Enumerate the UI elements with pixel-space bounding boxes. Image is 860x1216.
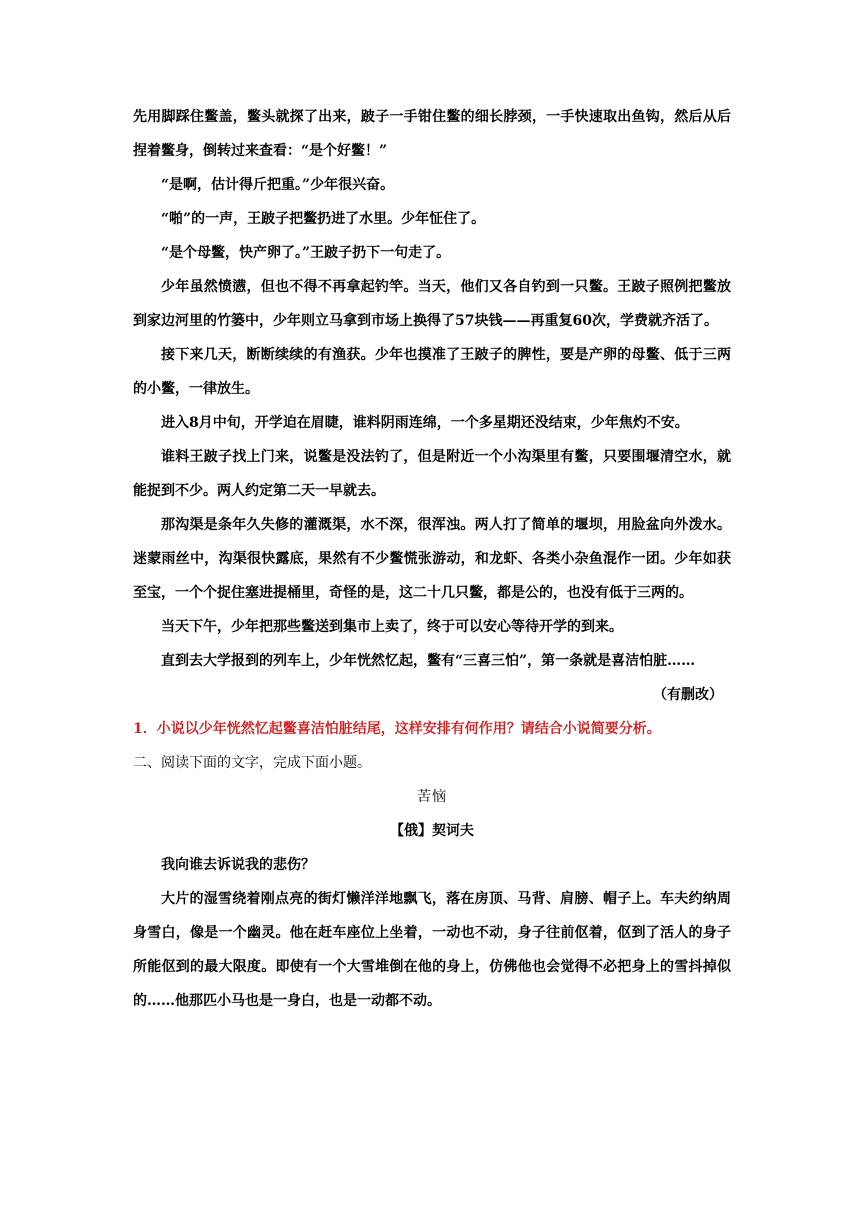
- story1-paragraph-5: 少年虽然愤懑，但也不得不再拿起钓竿。当天，他们又各自钓到一只鳖。王跛子照例把鳖放到家边河里的竹篓中，少年则立马拿到市场上换得了57块钱——再重复60次，学费就齐活了。: [133, 279, 731, 329]
- story1-paragraph-7: 进入8月中旬，开学迫在眉睫，谁料阴雨连绵，一个多星期还没结束，少年焦灼不安。: [161, 415, 689, 431]
- question-1: 1．小说以少年恍然忆起鳖喜洁怕脏结尾，这样安排有何作用？请结合小说简要分析。: [133, 721, 661, 737]
- section2-heading: 二、阅读下面的文字，完成下面小题。: [133, 755, 371, 771]
- story2-paragraph-2: 大片的湿雪绕着刚点亮的街灯懒洋洋地飘飞，落在房顶、马背、肩膀、帽子上。车夫约纳周身雪白，像是一个幽灵。他在赶车座位上坐着，一动也不动，身子往前伛着，伛到了活人的身子所能伛到的最大限度。即使有一个大雪堆倒在他的身上，仿佛他也会觉得不必把身上的雪抖掉似的……他那匹小马也是一身白，也是一动都不动。: [133, 891, 731, 1009]
- story1-paragraph-3: “啪”的一声，王跛子把鳖扔进了水里。少年怔住了。: [161, 211, 486, 227]
- story1-paragraph-4: “是个母鳖，快产卵了。”王跛子扔下一句走了。: [161, 245, 451, 261]
- story2-author: 【俄】契诃夫: [390, 823, 474, 839]
- story1-paragraph-11: 直到去大学报到的列车上，少年恍然忆起，鳖有“三喜三怕”，第一条就是喜洁怕脏……: [161, 653, 696, 669]
- story1-paragraph-6: 接下来几天，断断续续的有渔获。少年也摸准了王跛子的脾性，要是产卵的母鳖、低于三两的小鳖，一律放生。: [133, 347, 731, 397]
- story2-paragraph-1: 我向谁去诉说我的悲伤？: [161, 857, 315, 873]
- story1-paragraph-2: “是啊，估计得斤把重。”少年很兴奋。: [161, 177, 395, 193]
- document-page: [133, 100, 731, 1018]
- story2-title: 苦恼: [417, 789, 447, 805]
- source-note: （有删改）: [653, 687, 723, 703]
- story1-paragraph-8: 谁料王跛子找上门来，说鳖是没法钓了，但是附近一个小沟渠里有鳖，只要围堰清空水，就能捉到不少。两人约定第二天一早就去。: [133, 449, 731, 499]
- story1-paragraph-10: 当天下午，少年把那些鳖送到集市上卖了，终于可以安心等待开学的到来。: [161, 619, 623, 635]
- story1-paragraph-9: 那沟渠是条年久失修的灌溉渠，水不深，很浑浊。两人打了简单的堰坝，用脸盆向外泼水。迷蒙雨丝中，沟渠很快露底，果然有不少鳖慌张游动，和龙虾、各类小杂鱼混作一团。少年如获至宝，一个个捉住塞进提桶里，奇怪的是，这二十几只鳖，都是公的，也没有低于三两的。: [133, 517, 731, 601]
- story1-paragraph-1: 先用脚踩住鳖盖，鳖头就探了出来，跛子一手钳住鳖的细长脖颈，一手快速取出鱼钩，然后从后捏着鳖身，倒转过来查看：“是个好鳖！”: [133, 109, 731, 159]
